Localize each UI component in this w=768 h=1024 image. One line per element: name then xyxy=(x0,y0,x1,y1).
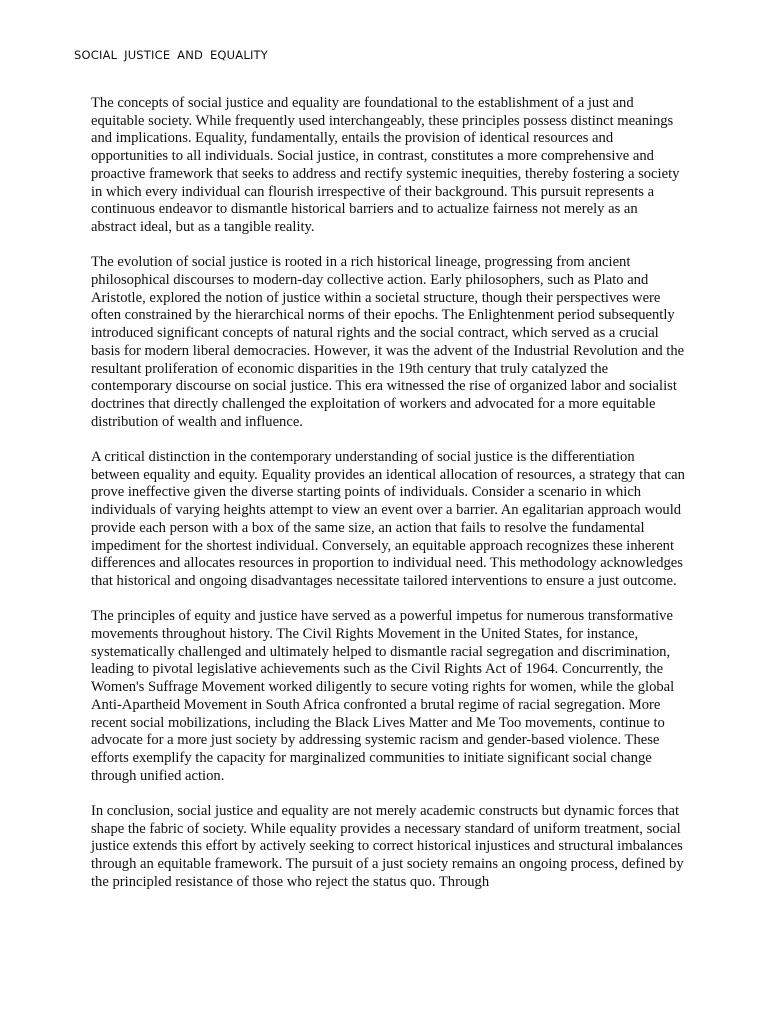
document-header: SOCIAL JUSTICE AND EQUALITY xyxy=(74,48,269,62)
paragraph-1: The concepts of social justice and equality are foundational to the establishment of a just and equitable society. While frequently used interchangeably, these principles possess distinct meanings and implications. Equality, fundamentally, entails the provision of identical resources and opportunities to all individuals. Social justice, in contrast, constitutes a more comprehensive and proactive framework that seeks to address and rectify systemic inequities, thereby fostering a society in which every individual can flourish irrespective of their background. This pursuit represents a continuous endeavor to dismantle historical barriers and to actualize fairness not merely as an abstract ideal, but as a tangible reality. xyxy=(91,95,680,235)
paragraph-5: In conclusion, social justice and equality are not merely academic constructs but dynamic forces that shape the fabric of society. While equality provides a necessary standard of uniform treatment, social justice extends this effort by actively seeking to correct historical injustices and structural imbalances through an equitable framework. The pursuit of a just society remains an ongoing process, defined by the principled resistance of those who reject the status quo. Through xyxy=(91,803,684,890)
document-body xyxy=(91,95,685,909)
paragraph-4: The principles of equity and justice have served as a powerful impetus for numerous transformative movements throughout history. The Civil Rights Movement in the United States, for instance, systematically challenged and ultimately helped to dismantle racial segregation and discrimination, leading to pivotal legislative achievements such as the Civil Rights Act of 1964. Concurrently, the Women's Suffrage Movement worked diligently to secure voting rights for women, while the global Anti-Apartheid Movement in South Africa confronted a brutal regime of racial segregation. More recent social mobilizations, including the Black Lives Matter and Me Too movements, continue to advocate for a more just society by addressing systemic racism and gender-based violence. These efforts exemplify the capacity for marginalized communities to initiate significant social change through unified action. xyxy=(91,608,675,784)
paragraph-2: The evolution of social justice is rooted in a rich historical lineage, progressing from ancient philosophical discourses to modern-day collective action. Early philosophers, such as Plato and Aristotle, explored the notion of justice within a societal structure, though their perspectives were often constrained by the hierarchical norms of their epochs. The Enlightenment period subsequently introduced significant concepts of natural rights and the social contract, which served as a crucial basis for modern liberal democracies. However, it was the advent of the Industrial Revolution and the resultant proliferation of economic disparities in the 19th century that truly catalyzed the contemporary discourse on social justice. This era witnessed the rise of organized labor and socialist doctrines that directly challenged the exploitation of workers and advocated for a more equitable distribution of wealth and influence. xyxy=(91,254,685,430)
paragraph-3: A critical distinction in the contemporary understanding of social justice is the differentiation between equality and equity. Equality provides an identical allocation of resources, a strategy that can prove ineffective given the diverse starting points of individuals. Consider a scenario in which individuals of varying heights attempt to view an event over a barrier. An egalitarian approach would provide each person with a box of the same size, an action that fails to resolve the fundamental impediment for the shortest individual. Conversely, an equitable approach recognizes these inherent differences and allocates resources in proportion to individual need. This methodology acknowledges that historical and ongoing disadvantages necessitate tailored interventions to ensure a just outcome. xyxy=(91,449,685,589)
